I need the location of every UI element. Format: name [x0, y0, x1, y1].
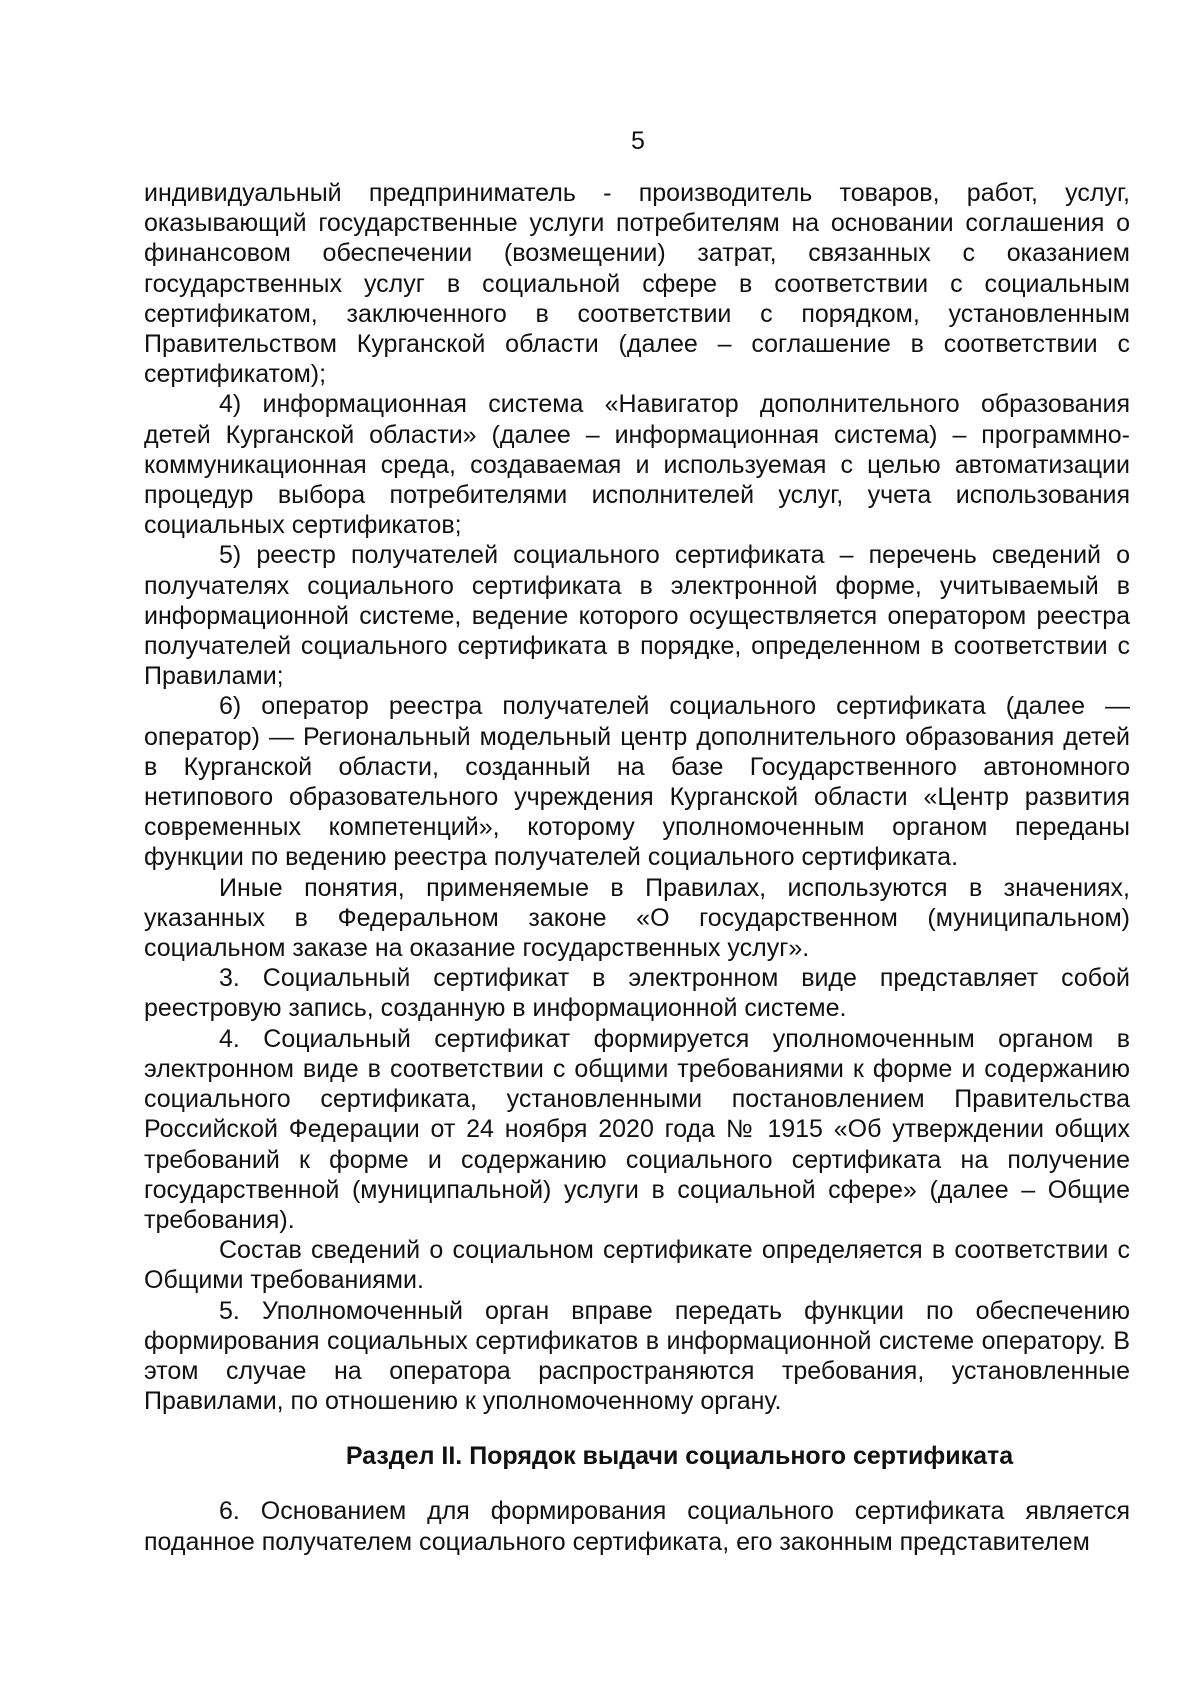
paragraph-registry-operator: 6) оператор реестра получателей социального сертификата (далее — оператор) — Региональный модельный центр дополнительного образования детей в Курганской области, созданный на базе Государственного автономного нетипового образовательного учреждения Курганской области «Центр развития современных компетенций», которому уполномоченным органом переданы функции по ведению реестра получателей социального сертификата. — [144, 692, 1130, 872]
paragraph-information-system: 4) информационная система «Навигатор дополнительного образования детей Курганской области» (далее – информационная система) – программно-коммуникационная среда, создаваемая и используемая с целью автоматизации процедур выбора потребителями исполнителей услуг, учета использования социальных сертификатов; — [144, 390, 1130, 540]
paragraph-recipients-registry: 5) реестр получателей социального сертификата – перечень сведений о получателях социального сертификата в электронной форме, учитываемый в информационной системе, ведение которого осуществляется оператором реестра получателей социального сертификата в порядке, определенном в соответствии с Правилами; — [144, 541, 1130, 691]
paragraph-item-5: 5. Уполномоченный орган вправе передать функции по обеспечению формирования социальных сертификатов в информационной системе оператору. В этом случае на оператора распространяются требования, установленные Правилами, по отношению к уполномоченному органу. — [144, 1296, 1130, 1416]
paragraph-item-4: 4. Социальный сертификат формируется уполномоченным органом в электронном виде в соответствии с общими требованиями к форме и содержанию социального сертификата, установленными постановлением Правительства Российской Федерации от 24 ноября 2020 года № 1915 «Об утверждении общих требований к форме и содержанию социального сертификата на получение государственной (муниципальной) услуги в социальной сфере» (далее – Общие требования). — [144, 1024, 1130, 1234]
page-number: 5 — [631, 127, 645, 155]
paragraph-item-6: 6. Основанием для формирования социального сертификата является поданное получателем социального сертификата, его законным представителем — [144, 1497, 1130, 1556]
section-heading: Раздел II. Порядок выдачи социального сертификата — [345, 1442, 1014, 1471]
paragraph-other-terms: Иные понятия, применяемые в Правилах, используются в значениях, указанных в Федеральном законе «О государственном (муниципальном) социальном заказе на оказание государственных услуг». — [144, 873, 1130, 963]
paragraph-certificate-composition: Состав сведений о социальном сертификате определяется в соответствии с Общими требованиями. — [144, 1236, 1130, 1295]
paragraph-entrepreneur-definition: индивидуальный предприниматель - производитель товаров, работ, услуг, оказывающий государственные услуги потребителям на основании соглашения о финансовом обеспечении (возмещении) затрат, связанных с оказанием государственных услуг в социальной сфере в соответствии с социальным сертификатом, заключенного в соответствии с порядком, установленным Правительством Курганской области (далее – соглашение в соответствии с сертификатом); — [144, 179, 1130, 389]
paragraph-item-3: 3. Социальный сертификат в электронном виде представляет собой реестровую запись, созданную в информационной системе. — [144, 964, 1130, 1023]
document-body — [144, 178, 1130, 1557]
